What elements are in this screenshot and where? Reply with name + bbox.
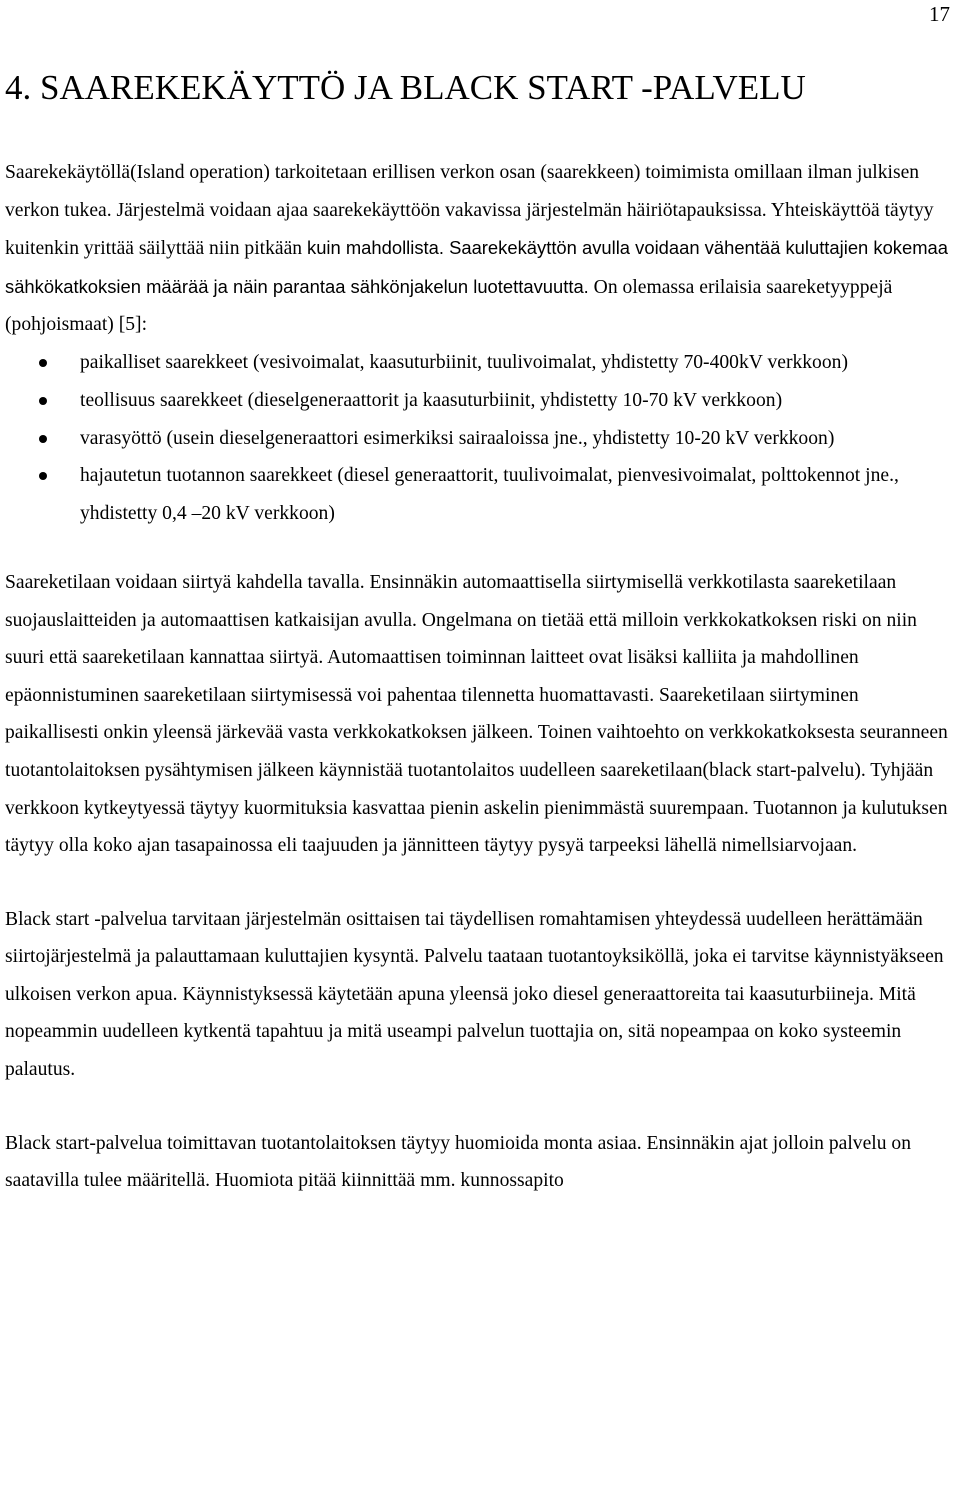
bullet-dot-icon xyxy=(39,435,47,443)
section-heading: 4. SAAREKEKÄYTTÖ JA BLACK START -PALVELU xyxy=(5,68,806,107)
intro-paragraph xyxy=(5,154,955,344)
list-item-text: teollisuus saarekkeet (dieselgeneraattorit ja kaasuturbiinit, yhdistetty 10-70 kV verkkoon) xyxy=(80,389,783,411)
requirements-paragraph: Black start-palvelua toimittavan tuotantolaitoksen täytyy huomioida monta asiaa. Ensinnäkin ajat jolloin palvelu on saatavilla tulee määritellä. Huomiota pitää kiinnittää mm. kunnossapito xyxy=(5,1132,912,1192)
island-type-list xyxy=(5,344,955,533)
list-item-text: paikalliset saarekkeet (vesivoimalat, kaasuturbiinit, tuulivoimalat, yhdistetty 70-400kV verkkoon) xyxy=(80,351,848,373)
list-item xyxy=(5,457,955,533)
black-start-paragraph: Black start -palvelua tarvitaan järjestelmän osittaisen tai täydellisen romahtamisen yhteydessä uudelleen herättämään siirtojärjestelmä ja palauttamaan kuluttajien kysyntä. Palvelu taataan tuotantoyksiköllä, joka ei tarvitse käynnistyäkseen ulkoisen verkon apua. Käynnistyksessä käytetään apuna yleensä joko diesel generaattoreita tai kaasuturbiineja. Mitä nopeammin uudelleen kytkentä tapahtuu ja mitä useampi palvelun tuottajia on, sitä nopeampaa on koko systeemin palautus. xyxy=(5,908,944,1081)
list-item xyxy=(5,344,955,382)
intro-text-serif-1: Saarekekäytöllä(Island operation) tarkoitetaan erillisen verkon osan (saarekkeen) toimimista omillaan ilman julkisen verkon tukea. Järjestelmä voidaan ajaa saarekekäyttöön vakavissa järjestelmän häiriötapauksissa. Yhteiskäyttöä täytyy kuitenkin yrittää säilyttää niin pitkään xyxy=(5,162,934,260)
bullet-dot-icon xyxy=(39,397,47,405)
intro-text-sans: kuin mahdollista. Saarekekäyttön avulla voidaan vähentää kuluttajien kokemaa sähkökatkoksien määrää ja näin parantaa sähkönjakelun luotettavuutta. xyxy=(5,237,949,297)
transition-paragraph: Saareketilaan voidaan siirtyä kahdella tavalla. Ensinnäkin automaattisella siirtymisellä verkkotilasta saareketilaan suojauslaitteiden ja automaattisen katkaisijan avulla. Ongelmana on tietää että milloin verkkokatkoksen riski on niin suuri että saareketilaan kannattaa siirtyä. Automaattisen toiminnan laitteet ovat lisäksi kalliita ja mahdollinen epäonnistuminen saareketilaan siirtymisessä voi pahentaa tilennetta huomattavasti. Saareketilaan siirtyminen paikallisesti onkin yleensä järkevää vasta verkkokatkoksen jälkeen. Toinen vaihtoehto on verkkokatkoksesta seuranneen tuotantolaitoksen pysähtymisen jälkeen käynnistää tuotantolaitos uudelleen saareketilaan(black start-palvelu). Tyhjään verkkoon kytkeytyessä täytyy kuormituksia kasvattaa pienin askelin pienimmästä suurempaan. Tuotannon ja kulutuksen täytyy olla koko ajan tasapainossa eli taajuuden ja jännitteen täytyy pysyä tarpeeksi lähellä nimellsiarvojaan. xyxy=(5,571,948,857)
intro-text-serif-2: On olemassa erilaisia saareketyyppejä (pohjoismaat) [5]: xyxy=(5,276,893,336)
bullet-dot-icon xyxy=(39,359,47,367)
list-item xyxy=(5,420,955,458)
page-content xyxy=(5,154,955,1200)
spacer xyxy=(5,1089,955,1125)
page-number: 17 xyxy=(929,2,950,26)
list-item xyxy=(5,382,955,420)
list-item-text: varasyöttö (usein dieselgeneraattori esimerkiksi sairaaloissa jne., yhdistetty 10-20 kV verkkoon) xyxy=(80,427,835,449)
spacer xyxy=(5,865,955,901)
spacer xyxy=(5,533,955,564)
bullet-dot-icon xyxy=(39,472,47,480)
list-item-text: hajautetun tuotannon saarekkeet (diesel generaattorit, tuulivoimalat, pienvesivoimalat, polttokennot jne., yhdistetty 0,4 –20 kV verkkoon) xyxy=(80,465,899,525)
